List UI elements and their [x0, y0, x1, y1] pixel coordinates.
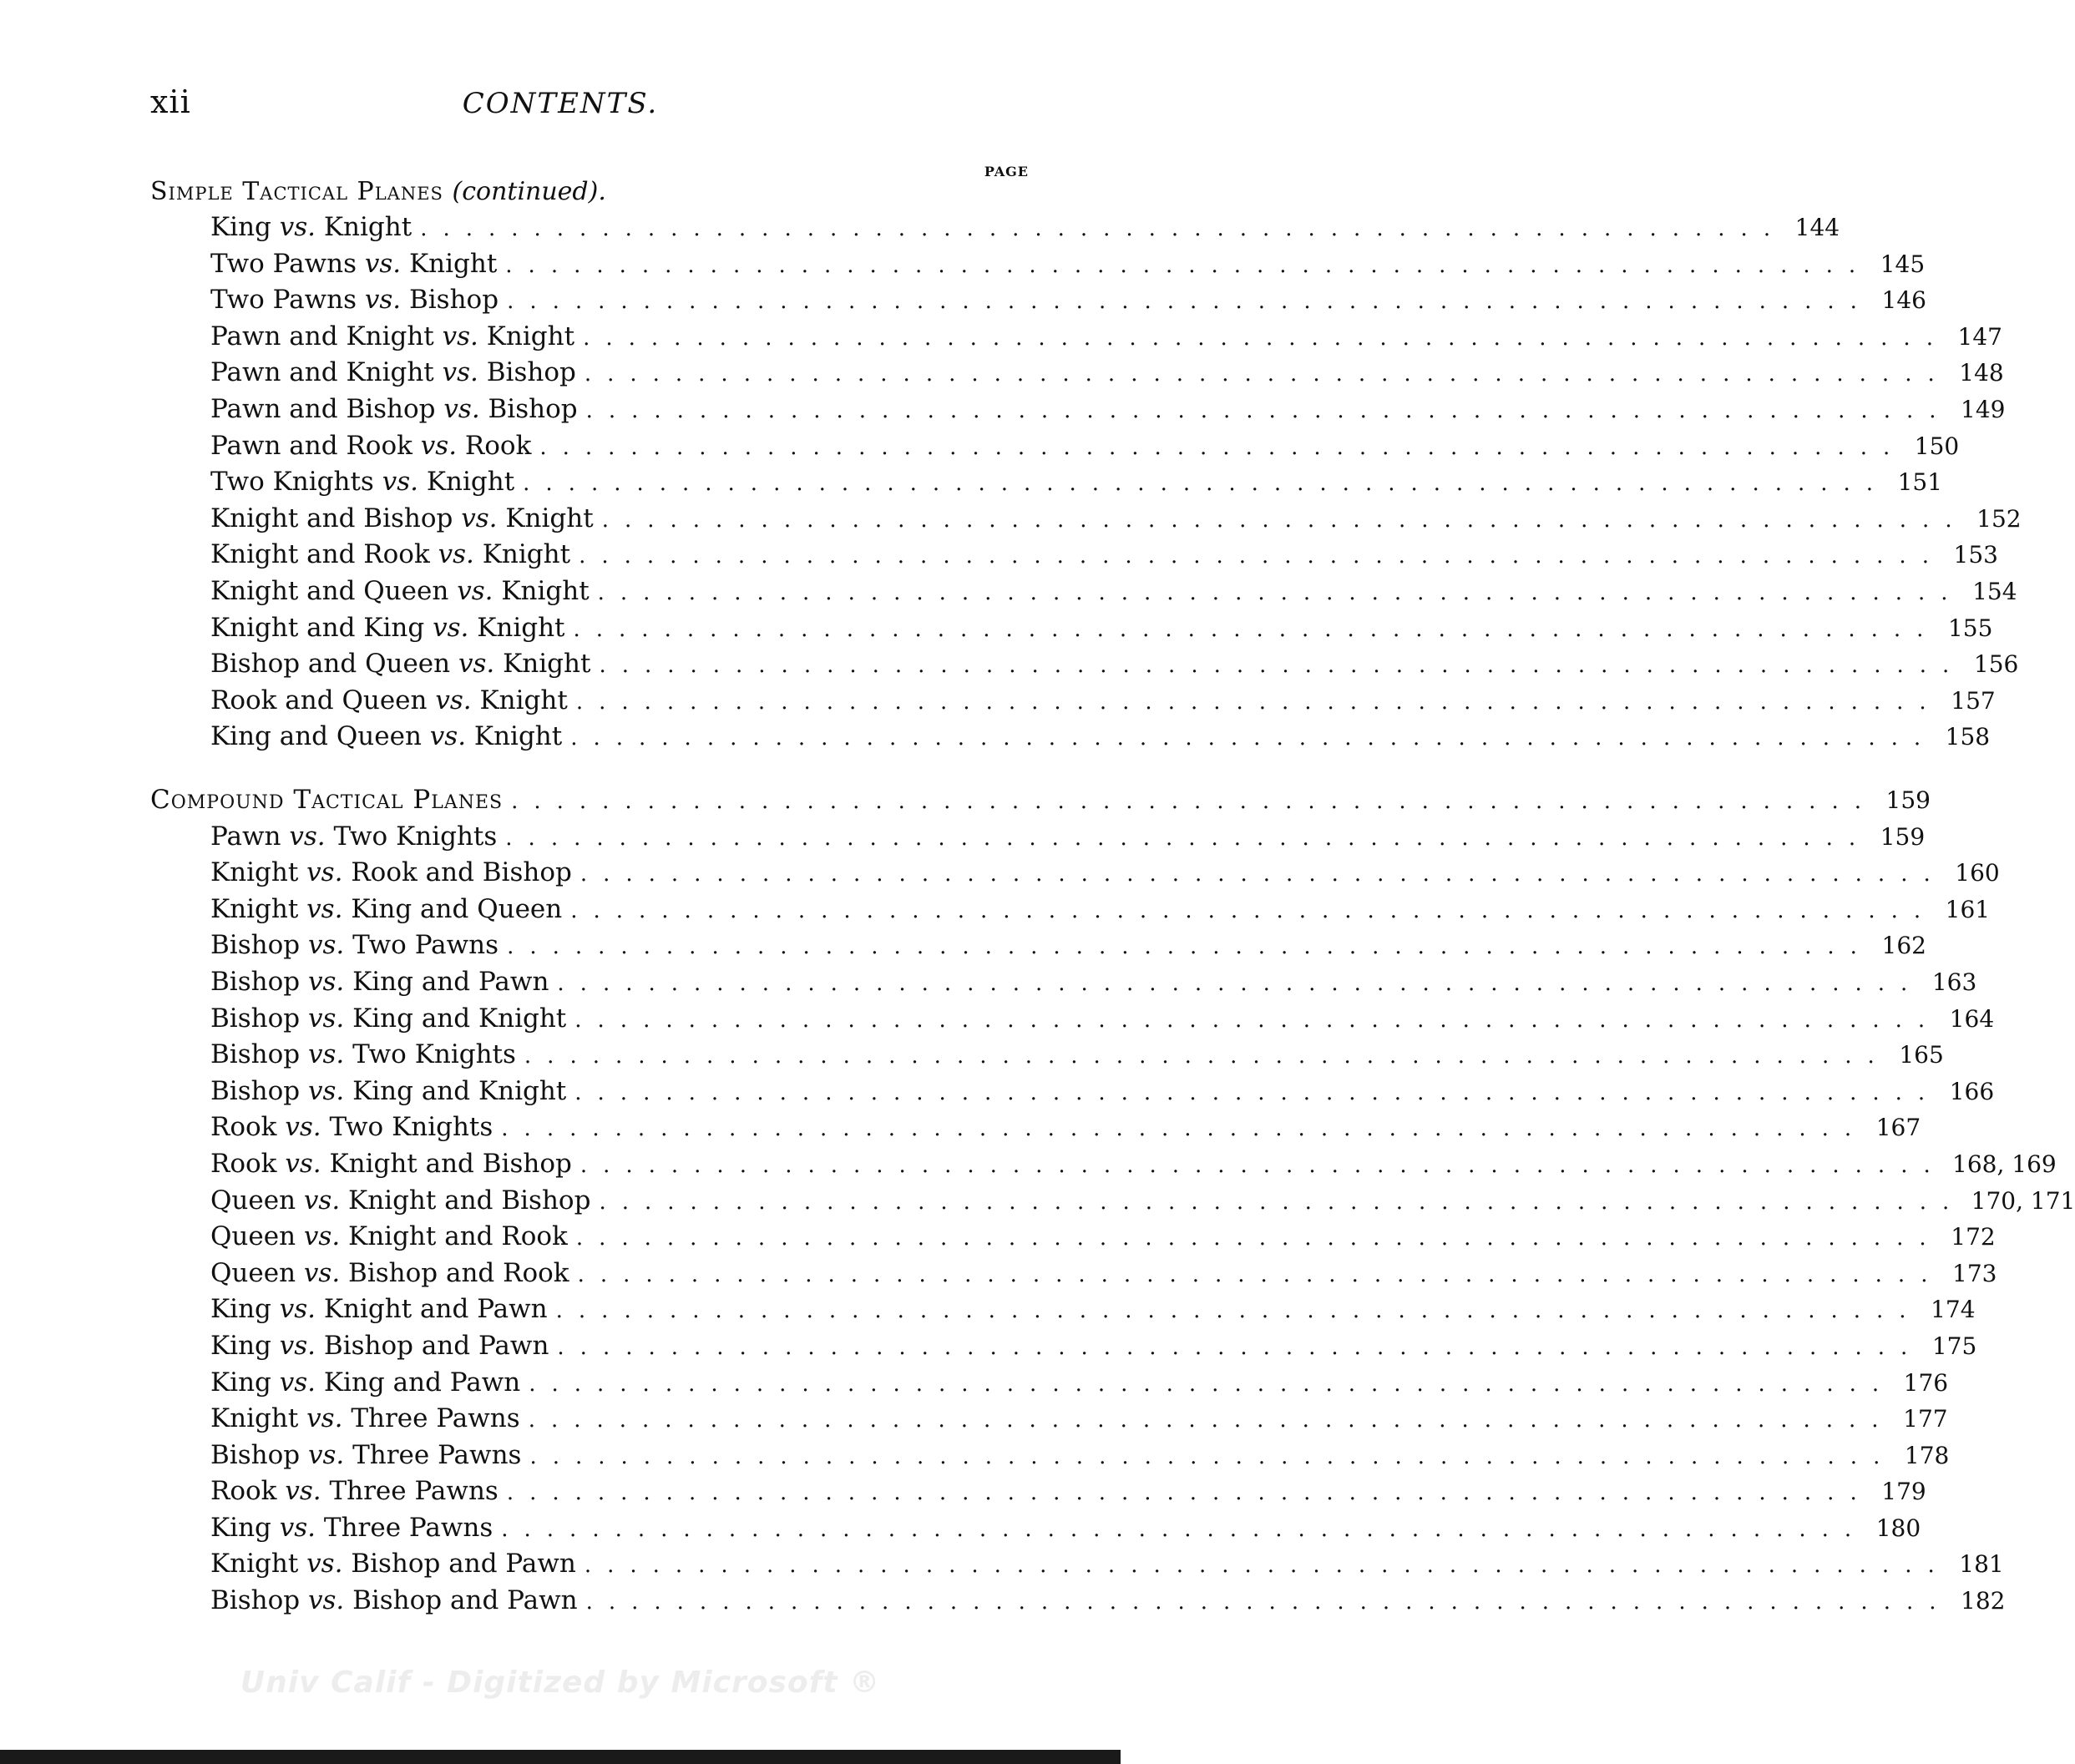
- toc-entry: [150, 464, 1943, 501]
- entry-title-first: Pawn and Knight: [210, 321, 434, 351]
- dot-leader: ............................................................: [505, 252, 1872, 278]
- toc-entry: [150, 501, 2022, 538]
- entry-title-first: King: [210, 1330, 271, 1361]
- entry-title-versus: vs.: [285, 1112, 321, 1143]
- entry-title-versus: vs.: [382, 467, 418, 498]
- toc-entry: [150, 1546, 2004, 1583]
- toc-entry: [150, 1438, 1950, 1474]
- entry-title-versus: vs.: [307, 966, 345, 997]
- dot-leader: ............................................................: [523, 471, 1890, 497]
- page-reference: 161: [1945, 895, 1991, 923]
- entry-title-first: Bishop: [210, 1585, 301, 1616]
- entry-title-first: Bishop: [210, 1075, 301, 1106]
- dot-leader: ............................................................: [506, 1480, 1873, 1506]
- entry-title: [210, 719, 570, 756]
- page-reference: 175: [1931, 1332, 1977, 1360]
- toc-entry-list: [150, 819, 2075, 1620]
- entry-title-second: Knight: [482, 539, 571, 570]
- entry-title-second: Knight: [503, 649, 591, 680]
- toc-entry: [150, 1256, 1997, 1292]
- entry-title-first: Knight and King: [210, 612, 425, 643]
- entry-title-second: Knight: [473, 721, 563, 752]
- entry-title-first: King and Queen: [210, 721, 422, 752]
- page-reference: 158: [1945, 723, 1991, 751]
- entry-title: [210, 1109, 501, 1146]
- entry-title-versus: vs.: [303, 1185, 341, 1216]
- digitization-watermark: Univ Calif - Digitized by Microsoft ®: [240, 1665, 881, 1700]
- page-number: xii: [150, 83, 191, 120]
- dot-leader: ............................................................: [507, 934, 1873, 960]
- entry-title-second: Bishop and Rook: [348, 1257, 569, 1288]
- entry-title: [210, 1183, 599, 1220]
- dot-leader: ............................................................: [524, 1044, 1890, 1069]
- toc-entry: [150, 855, 2000, 892]
- entry-title-versus: vs.: [303, 1257, 341, 1288]
- toc-entry: [150, 1219, 1996, 1256]
- entry-title-versus: vs.: [442, 357, 478, 388]
- page-reference: 165: [1899, 1041, 1944, 1069]
- page-reference: 150: [1914, 432, 1960, 460]
- dot-leader: ............................................................: [557, 1334, 1924, 1360]
- entry-title-first: Knight: [210, 1403, 299, 1434]
- page-reference: 154: [1972, 577, 2017, 605]
- entry-title-first: Two Knights: [210, 467, 374, 498]
- page-reference: 147: [1957, 322, 2002, 351]
- entry-title: [210, 1074, 574, 1110]
- dot-leader: ............................................................: [570, 725, 1937, 751]
- entry-title: [210, 1365, 529, 1402]
- toc-entry: [150, 1074, 1995, 1110]
- entry-title-first: King: [210, 1512, 271, 1543]
- entry-title: [210, 392, 586, 428]
- entry-title: [210, 855, 580, 892]
- toc-entry: [150, 1328, 1977, 1365]
- entry-title: [210, 610, 574, 647]
- toc-entry: [150, 428, 1960, 465]
- entry-title-second: King and Pawn: [323, 1367, 521, 1398]
- entry-title-first: Bishop: [210, 1439, 301, 1470]
- entry-title-second: Two Knights: [352, 1039, 516, 1070]
- entry-title-versus: vs.: [306, 893, 343, 924]
- page-reference: 159: [1880, 822, 1926, 851]
- entry-title: [210, 1438, 529, 1474]
- entry-title-first: Bishop: [210, 966, 301, 997]
- running-title: CONTENTS.: [462, 87, 659, 120]
- section-heading: Compound Tactical Planes: [150, 785, 504, 815]
- entry-title: [210, 1219, 576, 1256]
- page-reference: 162: [1881, 932, 1926, 960]
- entry-title-second: Knight and Pawn: [323, 1294, 548, 1325]
- entry-title: [210, 537, 579, 574]
- entry-title: [210, 1291, 556, 1328]
- toc-entry: [150, 1583, 2006, 1620]
- entry-title: [210, 646, 599, 683]
- page-reference: 160: [1955, 859, 2000, 887]
- entry-title-versus: vs.: [420, 430, 458, 461]
- dot-leader: ............................................................: [585, 1590, 1952, 1615]
- toc-entry: [150, 683, 1996, 720]
- entry-title-first: Rook: [210, 1476, 277, 1507]
- dot-leader: ............................................................: [579, 1152, 1946, 1178]
- toc-entry: [150, 1365, 1949, 1402]
- entry-title-versus: vs.: [279, 1512, 316, 1543]
- dot-leader: ............................................................: [501, 1516, 1868, 1542]
- toc-entry: [150, 1146, 2057, 1183]
- toc-entry: [150, 1109, 1921, 1146]
- entry-title-versus: vs.: [443, 393, 480, 424]
- entry-title-second: King and Knight: [352, 1075, 567, 1106]
- toc-entry: [150, 1183, 2075, 1220]
- dot-leader: ............................................................: [599, 653, 1966, 679]
- entry-title-versus: vs.: [306, 1403, 343, 1434]
- entry-title: [210, 964, 557, 1001]
- page-reference: 145: [1880, 250, 1926, 278]
- entry-title-first: King: [210, 1294, 271, 1325]
- toc-entry: [150, 1291, 1976, 1328]
- entry-title: [210, 1001, 574, 1038]
- entry-title-second: Rook and Bishop: [351, 857, 572, 888]
- entry-title-first: Rook: [210, 1112, 277, 1143]
- page-reference: 144: [1794, 214, 1840, 241]
- toc-entry: [150, 392, 2006, 428]
- entry-title-first: Knight and Bishop: [210, 503, 453, 533]
- entry-title-second: King and Knight: [352, 1003, 567, 1034]
- entry-title: [210, 927, 507, 964]
- entry-title-versus: vs.: [364, 248, 402, 279]
- dot-leader: ............................................................: [511, 789, 1877, 814]
- toc-entry: [150, 282, 1926, 319]
- toc-entry: [150, 1037, 1944, 1074]
- entry-title-first: King: [210, 212, 271, 242]
- entry-title-first: Bishop: [210, 930, 301, 961]
- entry-title-versus: vs.: [306, 857, 343, 888]
- entry-title-first: Knight: [210, 857, 299, 888]
- toc-entry: [150, 610, 1993, 647]
- entry-title-second: Bishop: [486, 357, 576, 388]
- entry-title-versus: vs.: [458, 649, 495, 680]
- toc-entry: [150, 1510, 1921, 1547]
- entry-title-first: Two Pawns: [210, 248, 357, 279]
- dot-leader: ............................................................: [529, 1443, 1896, 1469]
- toc-entry-list: [150, 210, 2022, 756]
- page-reference: 163: [1931, 968, 1977, 996]
- dot-leader: ............................................................: [575, 1226, 1942, 1251]
- entry-title-second: Knight and Rook: [348, 1221, 568, 1252]
- entry-title-second: Knight: [501, 575, 590, 606]
- entry-title: [210, 819, 505, 856]
- dot-leader: ............................................................: [583, 325, 1949, 351]
- dot-leader: ............................................................: [601, 507, 1968, 533]
- dot-leader: ............................................................: [539, 434, 1906, 460]
- entry-title: [210, 464, 523, 501]
- entry-title: [210, 892, 570, 928]
- page-reference: 156: [1973, 650, 2019, 679]
- page-reference: 164: [1949, 1004, 1995, 1033]
- dot-leader: ............................................................: [557, 970, 1924, 996]
- entry-title-first: Two Pawns: [210, 285, 357, 316]
- page-reference: 151: [1897, 468, 1943, 497]
- dot-leader: ............................................................: [584, 361, 1951, 387]
- entry-title-versus: vs.: [435, 685, 472, 715]
- entry-title: [210, 428, 539, 465]
- dot-leader: ............................................................: [577, 1261, 1944, 1287]
- entry-title-first: Bishop and Queen: [210, 649, 451, 680]
- dot-leader: ............................................................: [420, 216, 1787, 241]
- entry-title-second: Bishop: [488, 393, 578, 424]
- entry-title-first: Rook: [210, 1148, 277, 1179]
- entry-title-second: Three Pawns: [323, 1512, 493, 1543]
- dot-leader: ............................................................: [507, 289, 1873, 315]
- page-reference: 172: [1951, 1223, 1996, 1251]
- entry-title-second: Knight: [477, 612, 565, 643]
- toc-entry: [150, 1401, 1948, 1438]
- toc-entry: [150, 537, 1998, 574]
- entry-title: [210, 246, 505, 283]
- entry-title-second: Two Knights: [329, 1112, 493, 1143]
- dot-leader: ............................................................: [579, 543, 1945, 569]
- page-reference: 152: [1976, 504, 2022, 533]
- entry-title-versus: vs.: [461, 503, 498, 533]
- entry-title-second: Three Pawns: [352, 1439, 522, 1470]
- toc-entry: [150, 210, 1840, 246]
- page-reference: 166: [1949, 1077, 1995, 1105]
- entry-title-versus: vs.: [285, 1148, 321, 1179]
- page-reference: 146: [1881, 286, 1926, 315]
- entry-title-first: Bishop: [210, 1003, 301, 1034]
- toc-entry: [150, 246, 1926, 283]
- entry-title-second: Bishop and Pawn: [351, 1549, 576, 1580]
- entry-title: [210, 1037, 524, 1074]
- section-heading: [150, 174, 1027, 210]
- entry-title: [210, 1328, 557, 1365]
- entry-title-second: King and Queen: [351, 893, 563, 924]
- dot-leader: ............................................................: [585, 397, 1952, 423]
- entry-title: [210, 1146, 580, 1183]
- page-reference: 181: [1959, 1550, 2004, 1579]
- toc-entry: [150, 892, 1991, 928]
- dot-leader: ............................................................: [505, 825, 1872, 851]
- entry-title-first: Knight and Rook: [210, 539, 430, 570]
- entry-title-first: Rook and Queen: [210, 685, 428, 715]
- entry-title-first: Knight and Queen: [210, 575, 449, 606]
- entry-title-first: Queen: [210, 1257, 296, 1288]
- toc-entry: [150, 646, 2019, 683]
- page-reference: 159: [1885, 786, 1931, 814]
- toc-entry: [150, 719, 1991, 756]
- toc-entry: [150, 927, 1926, 964]
- dot-leader: ............................................................: [501, 1116, 1868, 1142]
- page-reference: 179: [1881, 1478, 1926, 1506]
- entry-title-first: Knight: [210, 1549, 299, 1580]
- dot-leader: ............................................................: [584, 1553, 1951, 1579]
- entry-title-second: Two Pawns: [352, 930, 499, 961]
- entry-title-second: Knight and Bishop: [348, 1185, 591, 1216]
- entry-title: [210, 355, 585, 392]
- entry-title-first: Pawn and Knight: [210, 357, 434, 388]
- entry-title-versus: vs.: [307, 1439, 345, 1470]
- dot-leader: ............................................................: [555, 1298, 1922, 1324]
- page-reference: 177: [1903, 1405, 1948, 1433]
- scan-bottom-edge: [0, 1750, 1121, 1764]
- entry-title-second: Knight: [486, 321, 575, 351]
- dot-leader: ............................................................: [575, 689, 1942, 715]
- dot-leader: ............................................................: [579, 862, 1946, 887]
- dot-leader: ............................................................: [574, 1079, 1941, 1105]
- entry-title-versus: vs.: [364, 285, 402, 316]
- page-reference: 148: [1959, 359, 2004, 387]
- entry-title-second: King and Pawn: [352, 966, 549, 997]
- entry-title-versus: vs.: [307, 930, 345, 961]
- entry-title: [210, 683, 576, 720]
- entry-title-versus: vs.: [303, 1221, 341, 1252]
- entry-title-versus: vs.: [307, 1039, 345, 1070]
- entry-title-versus: vs.: [438, 539, 474, 570]
- entry-title-versus: vs.: [289, 821, 326, 852]
- entry-title-first: Pawn and Bishop: [210, 393, 436, 424]
- page-reference: 174: [1931, 1296, 1976, 1324]
- dot-leader: ............................................................: [528, 1408, 1895, 1433]
- page-reference: 170, 171: [1971, 1186, 2075, 1215]
- toc-entry: [150, 355, 2004, 392]
- dot-leader: ............................................................: [573, 616, 1940, 642]
- dot-leader: ............................................................: [599, 1189, 1966, 1215]
- entry-title-versus: vs.: [429, 721, 467, 752]
- entry-title-versus: vs.: [279, 1294, 316, 1325]
- entry-title-versus: vs.: [279, 212, 316, 242]
- entry-title: [210, 1473, 507, 1510]
- entry-title-versus: vs.: [307, 1075, 345, 1106]
- entry-title-first: Pawn: [210, 821, 281, 852]
- entry-title-versus: vs.: [457, 575, 493, 606]
- page-reference: 178: [1904, 1441, 1950, 1469]
- toc-section-compound: [150, 782, 2075, 1620]
- entry-title-first: Knight: [210, 893, 299, 924]
- toc-entry: [150, 1473, 1926, 1510]
- entry-title-versus: vs.: [279, 1330, 316, 1361]
- dot-leader: ............................................................: [529, 1371, 1895, 1397]
- page-column-label: PAGE: [984, 164, 1029, 179]
- entry-title-second: Knight and Bishop: [329, 1148, 572, 1179]
- entry-title-first: Queen: [210, 1185, 296, 1216]
- entry-title: [210, 210, 420, 246]
- toc-section-simple: [150, 174, 2022, 756]
- entry-title: [210, 501, 602, 538]
- entry-title-versus: vs.: [433, 612, 469, 643]
- toc-entry: [150, 319, 2002, 356]
- entry-title-first: King: [210, 1367, 271, 1398]
- page-reference: 155: [1947, 614, 1993, 642]
- entry-title-second: Knight: [426, 467, 515, 498]
- toc-entry: [150, 1001, 1995, 1038]
- entry-title: [210, 1401, 529, 1438]
- section-heading-suffix: (continued).: [452, 177, 606, 206]
- entry-title-first: Bishop: [210, 1039, 301, 1070]
- entry-title-second: Bishop and Pawn: [323, 1330, 549, 1361]
- entry-title-versus: vs.: [306, 1549, 343, 1580]
- page-reference: 180: [1875, 1514, 1921, 1542]
- section-heading-text: Simple Tactical Planes: [150, 177, 443, 206]
- entry-title: [210, 1510, 501, 1547]
- toc-entry: [150, 819, 1926, 856]
- entry-title-second: Knight: [408, 248, 498, 279]
- entry-title-second: Bishop and Pawn: [352, 1585, 578, 1616]
- page-reference: 157: [1951, 686, 1996, 715]
- entry-title-versus: vs.: [279, 1367, 316, 1398]
- entry-title-first: Pawn and Rook: [210, 430, 412, 461]
- entry-title: [210, 319, 583, 356]
- dot-leader: ............................................................: [574, 1007, 1941, 1033]
- dot-leader: ............................................................: [570, 897, 1937, 923]
- page-reference: 182: [1961, 1587, 2006, 1615]
- entry-title: [210, 282, 507, 319]
- page-reference: 173: [1952, 1259, 1997, 1287]
- section-heading-entry: [150, 782, 1931, 819]
- page-reference: 153: [1953, 541, 1998, 569]
- entry-title-second: Knight: [323, 212, 412, 242]
- entry-title: [210, 1256, 578, 1292]
- entry-title-versus: vs.: [285, 1476, 321, 1507]
- entry-title-versus: vs.: [307, 1585, 345, 1616]
- entry-title: [210, 1583, 586, 1620]
- entry-title-versus: vs.: [307, 1003, 345, 1034]
- entry-title-first: Queen: [210, 1221, 296, 1252]
- entry-title: [210, 1546, 585, 1583]
- entry-title-second: Three Pawns: [351, 1403, 520, 1434]
- dot-leader: ............................................................: [597, 579, 1964, 605]
- entry-title-second: Rook: [464, 430, 532, 461]
- toc-entry: [150, 964, 1977, 1001]
- entry-title-second: Bishop: [408, 285, 499, 316]
- page-reference: 149: [1961, 395, 2006, 423]
- entry-title-second: Knight: [505, 503, 594, 533]
- toc-entry: [150, 574, 2017, 610]
- entry-title: [210, 574, 598, 610]
- entry-title-second: Two Knights: [333, 821, 498, 852]
- page-reference: 176: [1903, 1368, 1949, 1397]
- entry-title-second: Knight: [479, 685, 568, 715]
- page-reference: 168, 169: [1952, 1150, 2057, 1178]
- entry-title-second: Three Pawns: [329, 1476, 499, 1507]
- entry-title-versus: vs.: [442, 321, 478, 351]
- page-reference: 167: [1875, 1114, 1921, 1142]
